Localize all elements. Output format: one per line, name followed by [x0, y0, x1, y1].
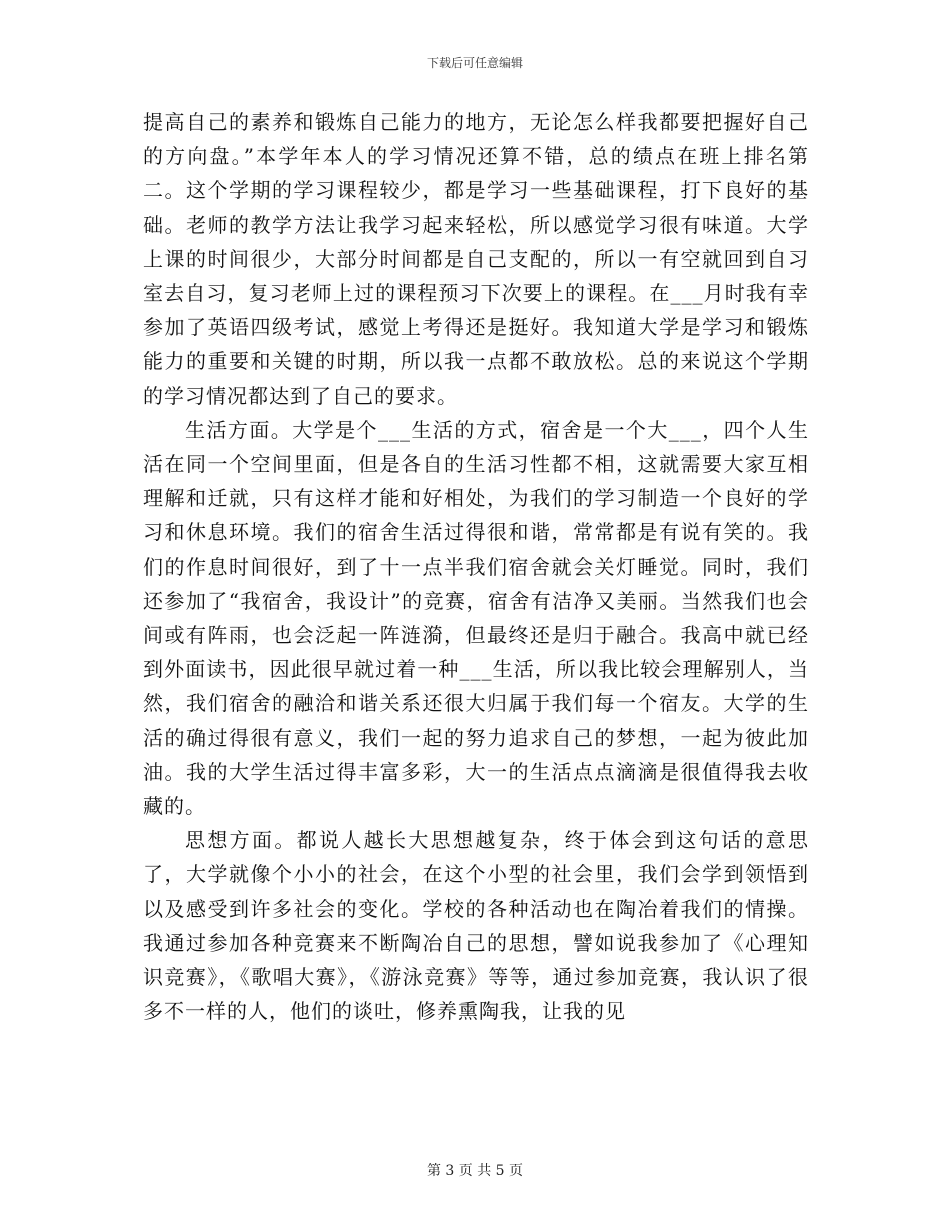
paragraph-thought: 思想方面。都说人越长大思想越复杂，终于体会到这句话的意思了，大学就像个小小的社会，在这个小型的社会里，我们会学到领悟到以及感受到许多社会的变化。学校的各种活动也在陶冶着我们的情操。我通过参加各种竞赛来不断陶冶自己的思想，譬如说我参加了《心理知识竞赛》，《歌唱大赛》，《游泳竞赛》等等，通过参加竞赛，我认识了很多不一样的人，他们的谈吐，修养熏陶我，让我的见 — [143, 828, 809, 1024]
document-body — [143, 105, 809, 1028]
page-header: 下载后可任意编辑 — [426, 56, 523, 70]
paragraph-life: 生活方面。大学是个___生活的方式，宿舍是一个大___，四个人生活在同一个空间里面，但是各自的生活习性都不相，这就需要大家互相理解和迁就，只有这样才能和好相处，为我们的学习制造一个良好的学习和休息环境。我们的宿舍生活过得很和谐，常常都是有说有笑的。我们的作息时间很好，到了十一点半我们宿舍就会关灯睡觉。同时，我们还参加了“我宿舍，我设计”的竞赛，宿舍有洁净又美丽。当然我们也会间或有阵雨，也会泛起一阵涟漪，但最终还是归于融合。我高中就已经到外面读书，因此很早就过着一种___生活，所以我比较会理解别人，当然，我们宿舍的融洽和谐关系还很大归属于我们每一个宿友。大学的生活的确过得很有意义，我们一起的努力追求自己的梦想，一起为彼此加油。我的大学生活过得丰富多彩，大一的生活点点滴滴是很值得我去收藏的。 — [143, 417, 809, 819]
page-footer: 第 3 页 共 5 页 — [426, 1163, 524, 1179]
paragraph-study: 提高自己的素养和锻炼自己能力的地方，无论怎么样我都要把握好自己的方向盘。”本学年本人的学习情况还算不错，总的绩点在班上排名第二。这个学期的学习课程较少，都是学习一些基础课程，打下良好的基础。老师的教学方法让我学习起来轻松，所以感觉学习很有味道。大学上课的时间很少，大部分时间都是自己支配的，所以一有空就回到自习室去自习，复习老师上过的课程预习下次要上的课程。在___月时我有幸参加了英语四级考试，感觉上考得还是挺好。我知道大学是学习和锻炼能力的重要和关键的时期，所以我一点都不敢放松。总的来说这个学期的学习情况都达到了自己的要求。 — [143, 110, 809, 408]
